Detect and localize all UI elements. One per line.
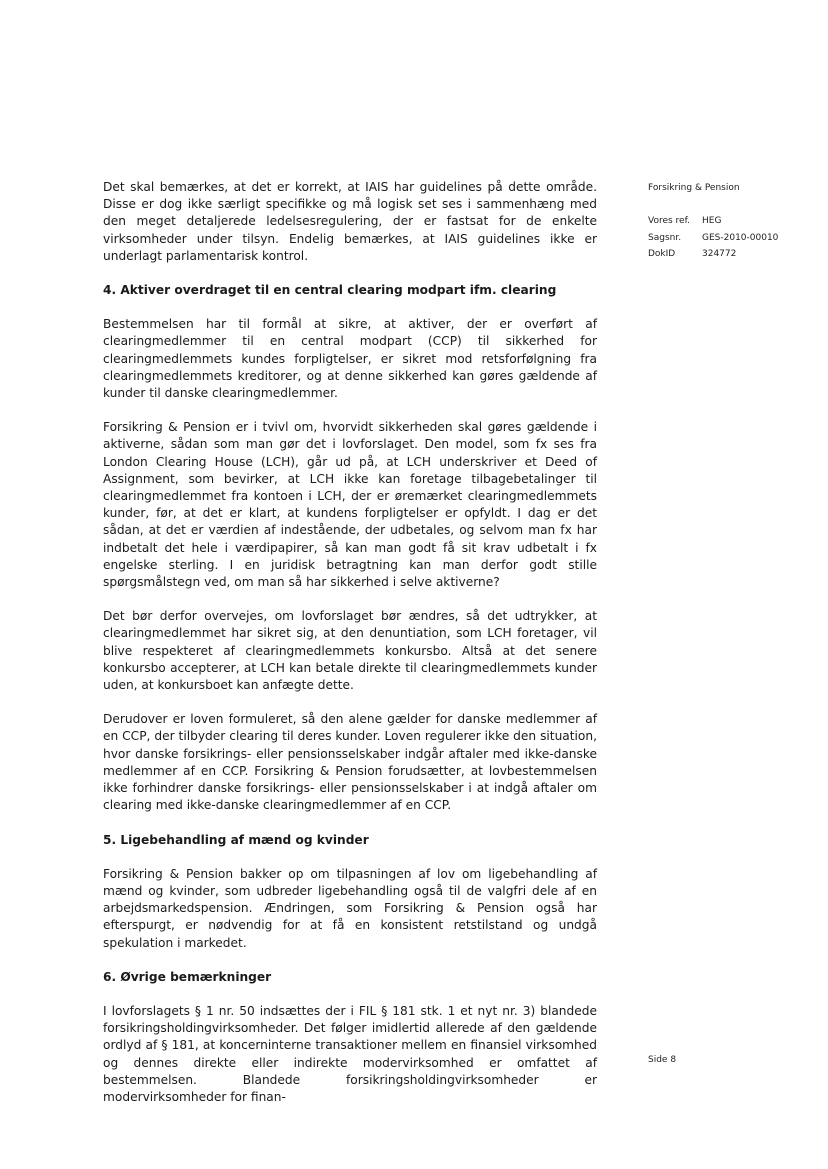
section-4-paragraph-1: Bestemmelsen har til formål at sikre, at aktiver, der er overført af clearingmedlemmer til en central modpart (CCP) til sikkerhed for clearingmedlemmets kundes forpligtelser, er sikret mod retsforfølgning fra clearingmedlemmets kreditorer, og at denne sikkerhed kan gøres gældende af kunder til danske clearingmedlemmer. (103, 317, 597, 401)
meta-value: HEG (702, 216, 722, 226)
meta-row-docid (648, 246, 818, 263)
meta-row-ref (648, 213, 818, 230)
section-5-heading: 5. Ligebehandling af mænd og kvinder (103, 832, 369, 847)
section-4-heading: 4. Aktiver overdraget til en central clearing modpart ifm. clearing (103, 283, 557, 298)
section-6-heading: 6. Øvrige bemærkninger (103, 969, 272, 984)
document-body (103, 179, 597, 1123)
meta-label: Sagsnr. (648, 232, 682, 243)
organization-name: Forsikring & Pension (648, 183, 740, 193)
section-6-paragraph-1: I lovforslagets § 1 nr. 50 indsættes der i FIL § 181 stk. 1 et nyt nr. 3) blandede forsikringsholdingvirksomheder. Det følger imidlertid allerede af den gældende ordlyd af § 181, at koncerninterne transaktioner mellem en finansiel virksomhed og dennes direkte eller indirekte modervirksomhed er omfattet af bestemmelsen. Blandede forsikringsholdingvirksomheder er modervirksomheder for finan- (103, 1003, 597, 1104)
meta-label: Vores ref. (648, 216, 690, 226)
document-sidebar (648, 181, 818, 263)
meta-row-case (648, 230, 818, 247)
section-4-paragraph-4: Derudover er loven formuleret, så den alene gælder for danske medlemmer af en CCP, der tilbyder clearing til deres kunder. Loven regulerer ikke den situation, hvor danske forsikrings- eller pensionsselskaber indgår aftaler med ikke-danske medlemmer af en CCP. Forsikring & Pension forudsætter, at lovbestemmelsen ikke forhindrer danske forsikrings- eller pensionsselskaber i at indgå aftaler om clearing med ikke-danske clearingmedlemmer af en CCP. (103, 712, 597, 813)
section-4-paragraph-2: Forsikring & Pension er i tvivl om, hvorvidt sikkerheden skal gøres gældende i aktiverne, sådan som man gør det i lovforslaget. Den model, som fx ses fra London Clearing House (LCH), går ud på, at LCH underskriver et Deed of Assignment, som bevirker, at LCH ikke kan foretage tilbagebetalinger til clearingmedlemmet fra kontoen i LCH, der er øremærket clearingmedlemmets kunder, før, at det er klart, at kundens forpligtelser er opfyldt. I dag er det sådan, at det er værdien af indestående, der udbetales, og selvom man fx har indbetalt det hele i værdipapirer, så kan man godt få sit krav udbetalt i fx engelske sterling. I en juridisk betragtning kan man derfor godt stille spørgsmålstegn ved, om man så har sikkerhed i selve aktiverne? (103, 420, 597, 590)
meta-label: DokID (648, 249, 676, 259)
intro-paragraph: Det skal bemærkes, at det er korrekt, at IAIS har guidelines på dette område. Disse er dog ikke særligt specifikke og må logisk set ses i sammenhæng med den meget detaljerede ledelsesregulering, der er fastsat for de enkelte virksomheder under tilsyn. Endelig bemærkes, at IAIS guidelines ikke er underlagt parlamentarisk kontrol. (103, 180, 597, 263)
meta-value: 324772 (702, 249, 737, 259)
section-5-paragraph-1: Forsikring & Pension bakker op om tilpasningen af lov om ligebehandling af mænd og kvinder, som udbreder ligebehandling også til de valgfri dele af en arbejdsmarkedspension. Ændringen, som Forsikring & Pension også har efterspurgt, er nødvendig for at få en konsistent retstilstand og undgå spekulation i markedet. (103, 866, 597, 950)
section-4-paragraph-3: Det bør derfor overvejes, om lovforslaget bør ændres, så det udtrykker, at clearingmedlemmet har sikret sig, at den denuntiation, som LCH foretager, vil blive respekteret af clearingmedlemmets konkursbo. Altså at det senere konkursbo accepterer, at LCH kan betale direkte til clearingmedlemmets kunder uden, at konkursboet kan anfægte dette. (103, 609, 597, 693)
page-number: Side 8 (648, 1055, 677, 1065)
meta-value: GES-2010-00010 (702, 232, 779, 243)
